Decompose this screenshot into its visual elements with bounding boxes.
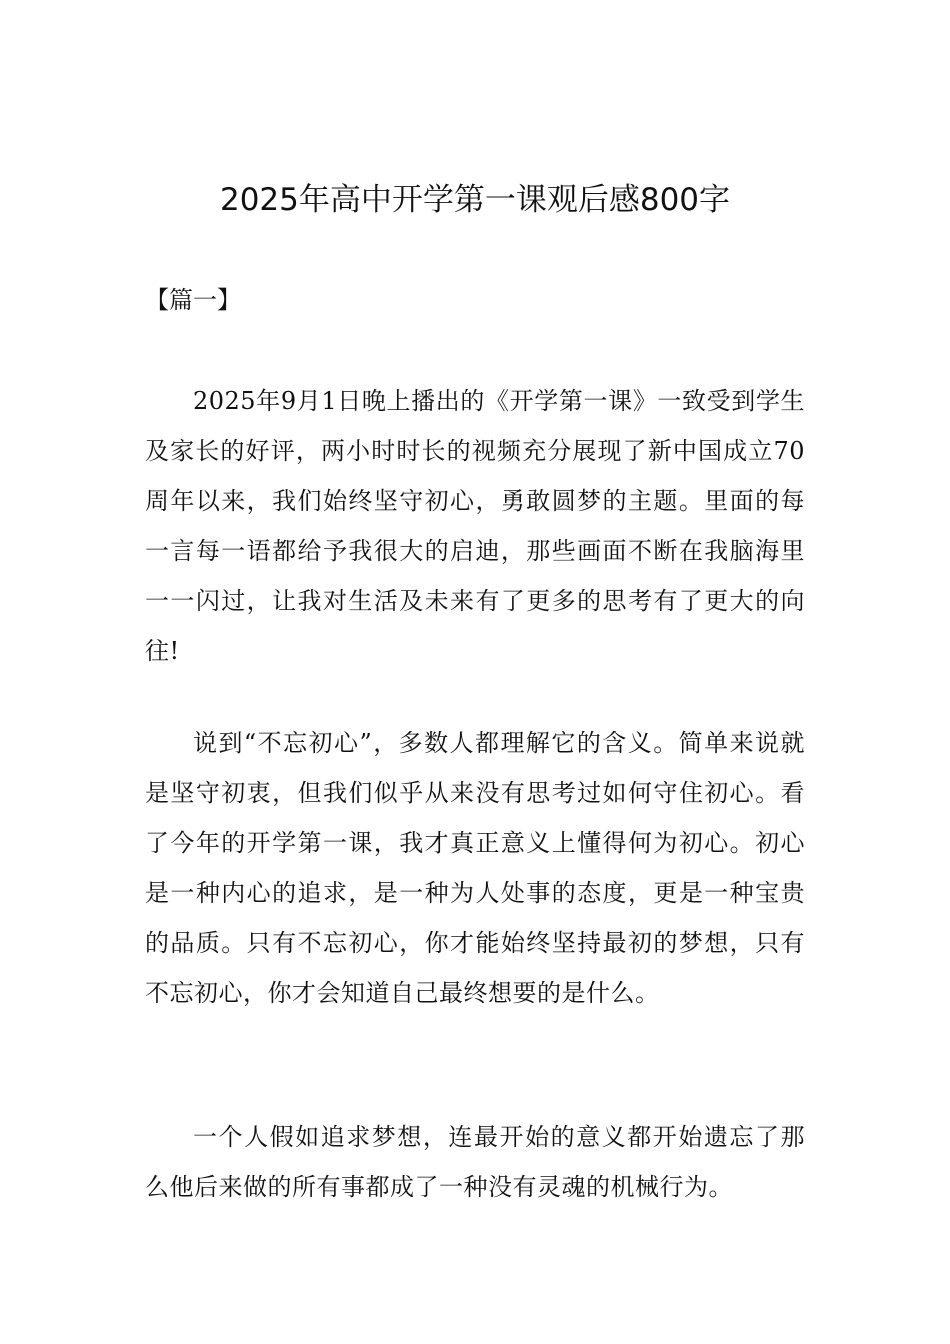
paragraph-1: 2025年9月1日晚上播出的《开学第一课》一致受到学生及家长的好评，两小时时长的视频充分展现了新中国成立70周年以来，我们始终坚守初心，勇敢圆梦的主题。里面的每一言每一语都给予我很大的启迪，那些画面不断在我脑海里一一闪过，让我对生活及未来有了更多的思考有了更大的向往! (145, 387, 805, 665)
paragraph-3: 一个人假如追求梦想，连最开始的意义都开始遗忘了那么他后来做的所有事都成了一种没有灵魂的机械行为。 (145, 1123, 805, 1201)
section-label: 【篇一】 (145, 286, 241, 314)
paragraph-2: 说到“不忘初心”，多数人都理解它的含义。简单来说就是坚守初衷，但我们似乎从来没有思考过如何守住初心。看了今年的开学第一课，我才真正意义上懂得何为初心。初心是一种内心的追求，是一种为人处事的态度，更是一种宝贵的品质。只有不忘初心，你才能始终坚持最初的梦想，只有不忘初心，你才会知道自己最终想要的是什么。 (145, 729, 805, 1007)
document-title: 2025年高中开学第一课观后感800字 (219, 182, 731, 218)
